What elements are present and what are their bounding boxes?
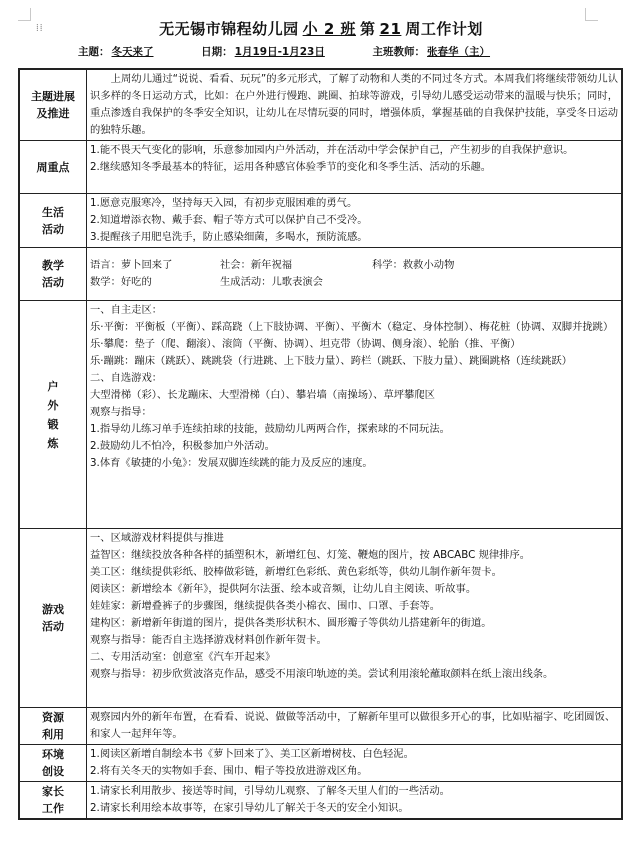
list-item: 2.继续感知冬季最基本的特征，运用各种感官体验季节的变化和冬季生活、活动的乐趣。 xyxy=(90,161,492,173)
title-suffix: 周工作计划 xyxy=(405,20,483,38)
row-game-activities xyxy=(19,529,622,708)
heading-line: 家长 xyxy=(42,785,64,798)
cell-weekly-focus[interactable] xyxy=(87,141,623,194)
heading-line: 活动 xyxy=(42,620,64,633)
theme-value: 冬天来了 xyxy=(111,46,154,58)
teaching-item: 科学：救救小动物 xyxy=(372,259,455,271)
text-line: 1.指导幼儿练习单手连续拍球的技能，鼓励幼儿两两合作，探索球的不同玩法。 xyxy=(90,423,450,435)
teacher-label: 主班教师： xyxy=(372,46,426,58)
heading-line: 炼 xyxy=(47,436,59,450)
text-line: 观察与指导： xyxy=(90,406,152,418)
cell-environment[interactable] xyxy=(87,745,623,782)
row-teaching-activities xyxy=(19,248,622,301)
text-line: 美工区：继续提供彩纸、胶棒做彩链，新增红色彩纸、黄色彩纸等，供幼儿制作新年贺卡。 xyxy=(90,566,502,578)
text-line: 二、自选游戏： xyxy=(90,372,163,384)
row-heading-outdoor-exercise xyxy=(19,301,87,529)
list-item: 1.愿意克服寒冷，坚持每天入园，有初步克服困难的勇气。 xyxy=(90,197,358,209)
text-line: 2.鼓励幼儿不怕冷，积极参加户外活动。 xyxy=(90,440,275,452)
teacher-value: 张春华（主） xyxy=(427,46,491,58)
cell-teaching-activities[interactable] xyxy=(87,248,623,301)
row-outdoor-exercise xyxy=(19,301,622,529)
row-heading-theme-progress xyxy=(19,69,87,141)
text-line: 二、专用活动室：创意室《汽车开起来》 xyxy=(90,651,276,663)
teaching-item: 生成活动：儿歌表演会 xyxy=(220,276,323,288)
text-line: 建构区：新增新年街道的图片，提供各类形状积木、圆形瓣子等供幼儿搭建新年的街道。 xyxy=(90,617,492,629)
heading-line: 环境 xyxy=(42,748,64,761)
heading-line: 工作 xyxy=(42,802,64,815)
weekly-plan-table xyxy=(18,68,623,820)
row-environment xyxy=(19,745,622,782)
row-heading-game-activities xyxy=(19,529,87,708)
heading-line: 主题进展 xyxy=(31,90,75,103)
list-item: 1.请家长利用散步、接送等时间，引导幼儿观察、了解冬天里人们的一些活动。 xyxy=(90,785,450,797)
list-item: 2.知道增添衣物、戴手套、帽子等方式可以保护自己不受冷。 xyxy=(90,214,368,226)
cell-life-activities[interactable] xyxy=(87,194,623,248)
text-line: 乐·攀爬：垫子（爬、翻滚）、滚筒（平衡、协调）、坦克带（协调、侧身滚）、轮胎（推、平衡） xyxy=(90,338,521,350)
text-line: 娃娃家：新增叠裤子的步骤图，继续提供各类小棉衣、围巾、口罩、手套等。 xyxy=(90,600,441,612)
row-heading-parent-work xyxy=(19,782,87,820)
teaching-item: 社会：新年祝福 xyxy=(220,259,293,271)
cell-outdoor-exercise[interactable] xyxy=(87,301,623,529)
row-resource-use xyxy=(19,708,622,745)
heading-line: 教学 xyxy=(42,259,64,272)
heading-line: 周重点 xyxy=(36,160,70,174)
plan-meta xyxy=(78,44,598,59)
row-heading-weekly-focus xyxy=(19,141,87,194)
teaching-line xyxy=(90,257,618,274)
row-heading-life-activities xyxy=(19,194,87,248)
heading-line: 户 xyxy=(47,379,59,393)
list-item: 3.提醒孩子用肥皂洗手，防止感染细菌，多喝水，预防流感。 xyxy=(90,231,368,243)
cell-theme-progress[interactable] xyxy=(87,69,623,141)
row-heading-resource-use xyxy=(19,708,87,745)
list-item: 1.能不畏天气变化的影响，乐意参加园内户外活动，并在活动中学会保护自己，产生初步的自我保护意识。 xyxy=(90,144,574,156)
text-line: 乐·蹦跳：蹦床（跳跃）、跳跳袋（行进跳、上下肢力量）、跨栏（跳跃、下肢力量）、跳圈跳格（连续跳跃） xyxy=(90,355,573,367)
resource-text: 观察园内外的新年布置，在看看、说说、做做等活动中，了解新年里可以做很多开心的事，比如贴福字、吃团圆饭、和家人一起拜年等。 xyxy=(90,711,616,740)
list-item: 2.将有关冬天的实物如手套、围巾、帽子等投放进游戏区角。 xyxy=(90,765,368,777)
row-heading-teaching-activities xyxy=(19,248,87,301)
heading-line: 利用 xyxy=(42,728,64,741)
heading-line: 活动 xyxy=(42,276,64,289)
row-parent-work xyxy=(19,782,622,820)
text-line: 乐·平衡：平衡板（平衡）、踩高跷（上下肢协调、平衡）、平衡木（稳定、身体控制）、梅花桩（协调、双脚并拢跳） xyxy=(90,321,614,333)
teaching-item: 语言：萝卜回来了 xyxy=(90,259,173,271)
date-label: 日期： xyxy=(201,46,233,58)
theme-progress-text: 上周幼儿通过“说说、看看、玩玩”的多元形式，了解了动物和人类的不同过冬方式。本周我们将继续带领幼儿认识多样的冬日运动方式，比如：在户外进行慢跑、跳圈、拍球等游戏，引导幼儿感受运动带来的温暖与快乐；同时，重点渗透自我保护的冬季安全知识，让幼儿在尽情玩耍的同时，增强体质，掌握基础的自我保护技能，享受冬日运动的独特乐趣。 xyxy=(90,73,618,136)
cell-game-activities[interactable] xyxy=(87,529,623,708)
date-value: 1月19日-1月23日 xyxy=(234,46,325,58)
teaching-item: 数学：好吃的 xyxy=(90,276,152,288)
title-class: 小 2 班 xyxy=(302,20,356,38)
text-line: 益智区：继续投放各种各样的插塑积木，新增红包、灯笼、鞭炮的图片，按 ABCABC 规律排序。 xyxy=(90,549,531,561)
title-week-number: 21 xyxy=(379,20,402,38)
heading-line: 锻 xyxy=(47,417,59,431)
table-move-handle-icon[interactable]: ⁞⁞ xyxy=(36,23,44,34)
list-item: 1.阅读区新增自制绘本书《萝卜回来了》、美工区新增树枝、白色轻泥。 xyxy=(90,748,414,760)
cell-parent-work[interactable] xyxy=(87,782,623,820)
row-weekly-focus xyxy=(19,141,622,194)
heading-line: 生活 xyxy=(42,205,64,219)
heading-line: 游戏 xyxy=(42,603,64,616)
text-line: 一、区域游戏材料提供与推进 xyxy=(90,532,224,544)
heading-line: 资源 xyxy=(42,711,64,724)
theme-label: 主题： xyxy=(78,46,110,58)
heading-line: 创设 xyxy=(42,765,64,778)
text-line: 阅读区：新增绘本《新年》，提供阿尔法蛋、绘本或音频，让幼儿自主阅读、听故事。 xyxy=(90,583,477,595)
teaching-line xyxy=(90,274,618,291)
list-item: 2.请家长利用绘本故事等，在家引导幼儿了解关于冬天的安全小知识。 xyxy=(90,802,409,814)
heading-line: 活动 xyxy=(42,222,64,236)
text-line: 3.体育《敏捷的小兔》：发展双脚连续跳的能力及反应的速度。 xyxy=(90,457,373,469)
cell-resource-use[interactable] xyxy=(87,708,623,745)
text-line: 观察与指导：能否自主选择游戏材料创作新年贺卡。 xyxy=(90,634,327,646)
row-theme-progress xyxy=(19,69,622,141)
row-life-activities xyxy=(19,194,622,248)
text-line: 大型滑梯（彩）、长龙蹦床、大型滑梯（白）、攀岩墙（南操场）、草坪攀爬区 xyxy=(90,389,435,401)
page-title xyxy=(0,18,642,39)
text-line: 一、自主走区： xyxy=(90,304,163,316)
title-week-pre: 第 xyxy=(360,20,376,38)
row-heading-environment xyxy=(19,745,87,782)
title-school: 无无锡市锦程幼儿园 xyxy=(159,20,299,38)
heading-line: 及推进 xyxy=(36,107,70,120)
text-line: 观察与指导：初步欣赏波洛克作品，感受不用滚印轨迹的美。尝试利用滚轮蘸取颜料在纸上滚出线条。 xyxy=(90,668,554,680)
heading-line: 外 xyxy=(47,398,59,412)
